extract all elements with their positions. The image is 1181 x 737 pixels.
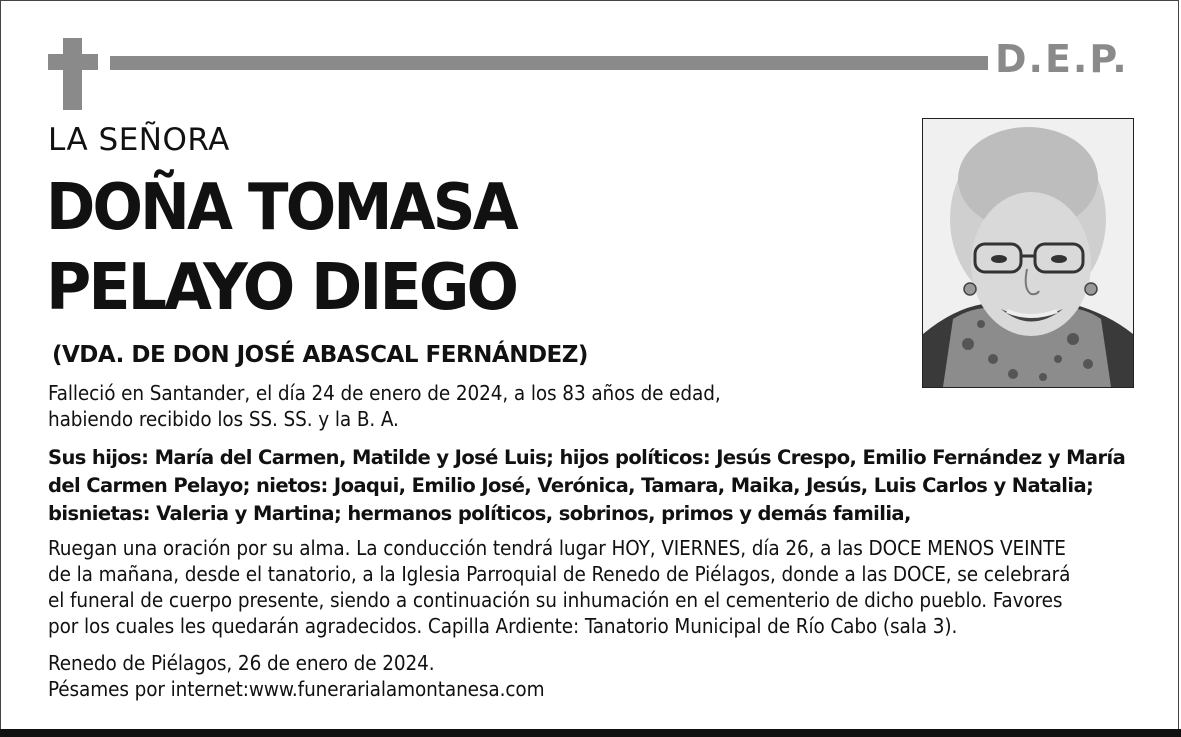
family-line: del Carmen Pelayo; nietos: Joaqui, Emilio José, Verónica, Tamara, Maika, Jesús, Luis Carlos y Natalia; [48,474,1094,497]
bottom-rule [0,729,1181,737]
widow-of-line: (VDA. DE DON JOSÉ ABASCAL FERNÁNDEZ) [52,342,588,368]
honorific-title: LA SEÑORA [48,122,230,158]
family-paragraph [48,444,1125,528]
portrait-photo [922,118,1134,388]
header-rule [110,56,988,70]
funeral-line: el funeral de cuerpo presente, siendo a continuación su inhumación en el cementerio de dicho pueblo. Favores [48,588,1063,612]
family-line: Sus hijos: María del Carmen, Matilde y José Luis; hijos políticos: Jesús Crespo, Emilio Fernández y María [48,446,1126,469]
closing-paragraph [48,650,544,702]
latin-cross-icon [48,38,98,110]
death-notice-line: habiendo recibido los SS. SS. y la B. A. [48,407,399,431]
condolences-website[interactable]: Pésames por internet:www.funerarialamontanesa.com [48,677,545,701]
death-notice-paragraph [48,380,721,432]
funeral-line: por los cuales les quedarán agradecidos. Capilla Ardiente: Tanatorio Municipal de Río Cabo (sala 3). [48,614,958,638]
death-notice-line: Falleció en Santander, el día 24 de enero de 2024, a los 83 años de edad, [48,381,721,405]
deceased-name-line1: DOÑA TOMASA [46,171,516,245]
deceased-name-line2: PELAYO DIEGO [46,251,517,325]
dep-label: D.E.P. [995,37,1129,81]
funeral-paragraph [48,535,1070,639]
funeral-line: de la mañana, desde el tanatorio, a la Iglesia Parroquial de Renedo de Piélagos, donde a las DOCE, se celebrará [48,562,1071,586]
funeral-line: Ruegan una oración por su alma. La conducción tendrá lugar HOY, VIERNES, día 26, a las DOCE MENOS VEINTE [48,536,1066,560]
closing-place-date: Renedo de Piélagos, 26 de enero de 2024. [48,651,435,675]
family-line: bisnietas: Valeria y Martina; hermanos políticos, sobrinos, primos y demás familia, [48,502,911,525]
